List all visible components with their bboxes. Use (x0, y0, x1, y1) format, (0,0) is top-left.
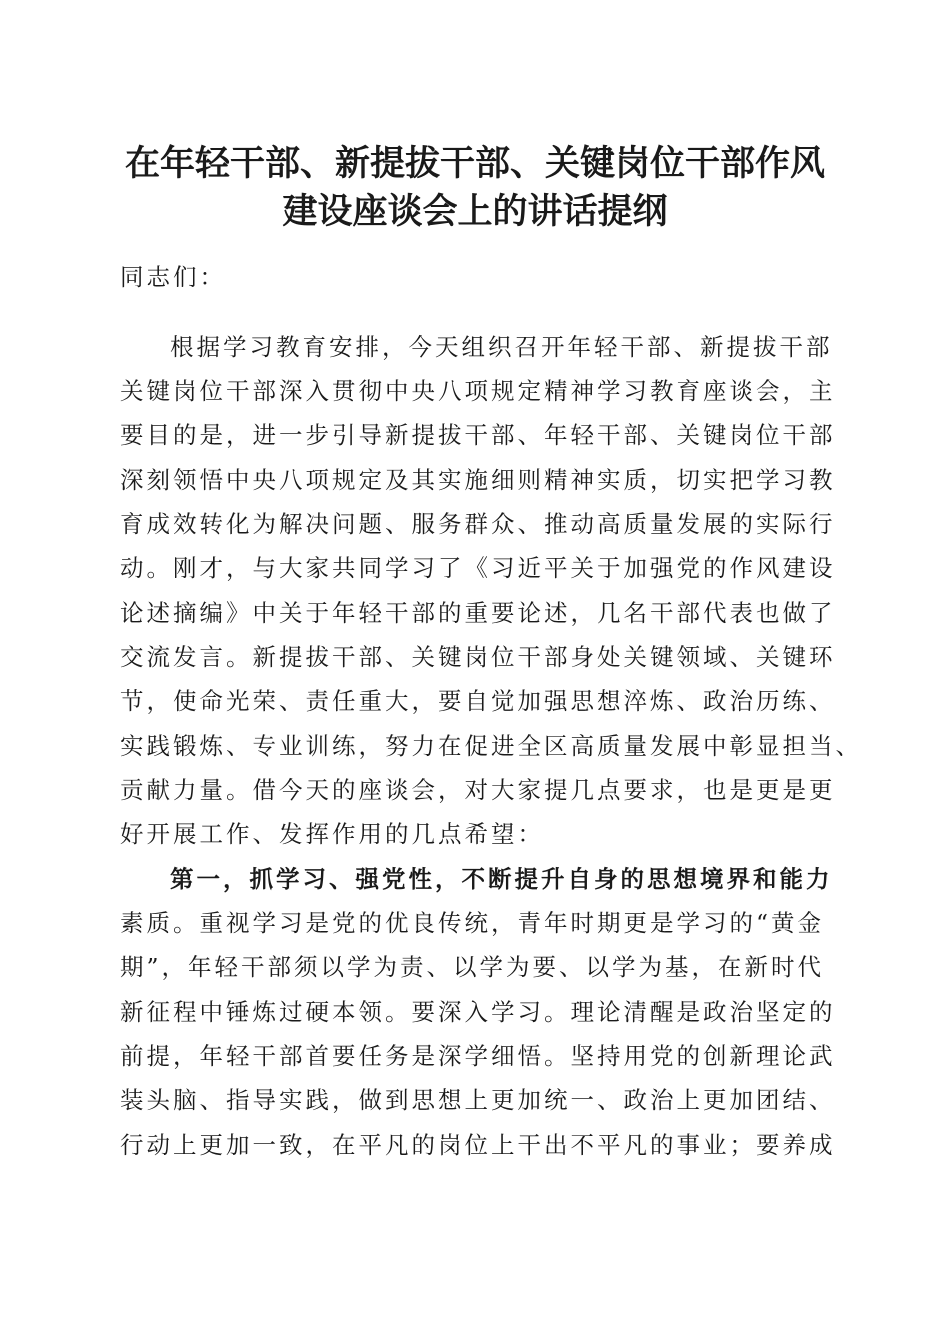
paragraph-2-heading: 第一，抓学习、强党性，不断提升自身的思想境界和能力 (170, 865, 833, 893)
paragraph-1-line: 贡献力量。借今天的座谈会，对大家提几点要求，也是更是更 (120, 776, 836, 804)
paragraph-2-line: 新征程中锤炼过硬本领。要深入学习。理论清醒是政治坚定的 (120, 998, 836, 1026)
paragraph-1-line: 好开展工作、发挥作用的几点希望： (120, 820, 544, 848)
paragraph-1-line: 深刻领悟中央八项规定及其实施细则精神实质，切实把学习教 (120, 466, 836, 494)
paragraph-1-line: 论述摘编》中关于年轻干部的重要论述，几名干部代表也做了 (120, 599, 836, 627)
paragraph-2-line: 前提，年轻干部首要任务是深学细悟。坚持用党的创新理论武 (120, 1042, 836, 1070)
document-title-line-1: 在年轻干部、新提拔干部、关键岗位干部作风 (124, 143, 825, 184)
paragraph-2-line: 素质。重视学习是党的优良传统，青年时期更是学习的“黄金 (120, 909, 825, 937)
paragraph-2-line: 装头脑、指导实践，做到思想上更加统一、政治上更加团结、 (120, 1086, 836, 1114)
paragraph-1-line: 根据学习教育安排，今天组织召开年轻干部、新提拔干部 (170, 333, 833, 361)
paragraph-1-line: 关键岗位干部深入贯彻中央八项规定精神学习教育座谈会，主 (120, 377, 836, 405)
paragraph-1-line: 交流发言。新提拔干部、关键岗位干部身处关键领域、关键环 (120, 643, 836, 671)
paragraph-1-line: 要目的是，进一步引导新提拔干部、年轻干部、关键岗位干部 (120, 421, 836, 449)
paragraph-1-line: 实践锻炼、专业训练，努力在促进全区高质量发展中彰显担当、 (120, 732, 862, 760)
paragraph-1-line: 节，使命光荣、责任重大，要自觉加强思想淬炼、政治历练、 (120, 687, 836, 715)
paragraph-2-line: 行动上更加一致，在平凡的岗位上干出不平凡的事业；要养成 (120, 1131, 836, 1159)
paragraph-1-line: 动。刚才，与大家共同学习了《习近平关于加强党的作风建设 (120, 554, 836, 582)
paragraph-2-line: 期”，年轻干部须以学为责、以学为要、以学为基，在新时代 (120, 953, 825, 981)
paragraph-1-line: 育成效转化为解决问题、服务群众、推动高质量发展的实际行 (120, 510, 836, 538)
salutation: 同志们： (120, 263, 226, 291)
document-title-line-2: 建设座谈会上的讲话提纲 (282, 191, 668, 232)
